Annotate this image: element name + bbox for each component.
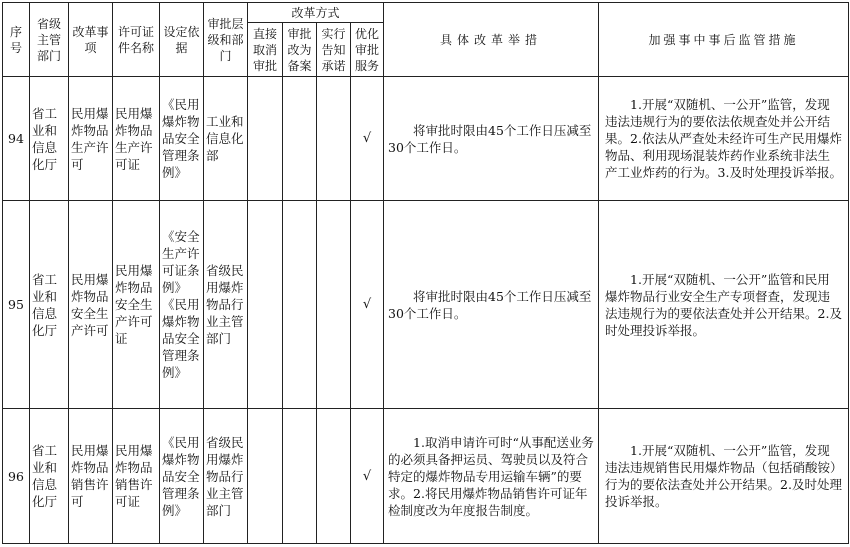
cell-dept: 省工业和信息化厅 [30,409,69,544]
header-mode-record: 审批改为备案 [283,23,317,77]
cell-mode-optimize: √ [351,409,384,544]
table-row [3,409,849,544]
header-dept: 省级主管部门 [30,3,69,77]
cell-measures [384,201,599,409]
cell-dept: 省工业和信息化厅 [30,77,69,201]
header-measures: 具体改革举措 [384,3,599,77]
cell-item: 民用爆炸物品销售许可 [69,409,113,544]
cell-item: 民用爆炸物品安全生产许可 [69,201,113,409]
supervision-text: 1.开展“双随机、一公开”监管和民用爆炸物品行业安全生产专项督查，发现违法违规行为的要依法查处并公开结果。2.及时处理投诉举报。 [605,271,842,338]
cell-supervision [599,201,849,409]
header-seq: 序号 [3,3,30,77]
header-license: 许可证件名称 [113,3,160,77]
cell-supervision [599,409,849,544]
cell-mode-optimize: √ [351,201,384,409]
cell-level: 省级民用爆炸物品行业主管部门 [204,409,248,544]
header-mode-cancel: 直接取消审批 [248,23,283,77]
table-row [3,77,849,201]
cell-level: 省级民用爆炸物品行业主管部门 [204,201,248,409]
cell-mode-cancel [248,409,283,544]
supervision-text: 1.开展“双随机、一公开”监管，发现违法违规销售民用爆炸物品（包括硝酸铵）行为的要依法查处并公开结果。2.及时处理投诉举报。 [605,443,842,509]
header-row-top [3,3,849,23]
cell-level: 工业和信息化部 [204,77,248,201]
cell-mode-optimize: √ [351,77,384,201]
header-reform-mode: 改革方式 [248,3,384,23]
cell-seq: 96 [3,409,30,544]
header-level: 审批层级和部门 [204,3,248,77]
reform-table [2,2,849,544]
header-supervision: 加强事中事后监管措施 [599,3,849,77]
measures-text: 将审批时限由45个工作日压减至30个工作日。 [388,288,592,321]
supervision-text: 1.开展“双随机、一公开”监管，发现违法违规行为的要依法依规查处并公开结果。2.依法从严查处未经许可生产民用爆炸物品、利用现场混装炸药作业系统非法生产工业炸药的行为。3.及时处理投诉举报。 [605,97,842,180]
cell-item: 民用爆炸物品生产许可 [69,77,113,201]
cell-measures [384,409,599,544]
cell-basis: 《安全生产许可证条例》《民用爆炸物品安全管理条例》 [160,201,204,409]
table-row [3,201,849,409]
header-basis: 设定依据 [160,3,204,77]
cell-basis: 《民用爆炸物品安全管理条例》 [160,409,204,544]
cell-mode-notify [317,77,351,201]
header-mode-optimize: 优化审批服务 [351,23,384,77]
cell-mode-record [283,77,317,201]
cell-license: 民用爆炸物品生产许可证 [113,77,160,201]
header-item: 改革事项 [69,3,113,77]
cell-seq: 95 [3,201,30,409]
cell-seq: 94 [3,77,30,201]
cell-license: 民用爆炸物品销售许可证 [113,409,160,544]
cell-dept: 省工业和信息化厅 [30,201,69,409]
header-mode-notify: 实行告知承诺 [317,23,351,77]
cell-basis: 《民用爆炸物品安全管理条例》 [160,77,204,201]
cell-mode-record [283,201,317,409]
cell-supervision [599,77,849,201]
cell-mode-record [283,409,317,544]
measures-text: 将审批时限由45个工作日压减至30个工作日。 [388,122,592,155]
cell-mode-cancel [248,77,283,201]
measures-text: 1.取消申请许可时“从事配送业务的必须具备押运员、驾驶员以及符合特定的爆炸物品专用运输车辆”的要求。2.将民用爆炸物品销售许可证年检制度改为年度报告制度。 [388,434,594,518]
cell-license: 民用爆炸物品安全生产许可证 [113,201,160,409]
cell-mode-cancel [248,201,283,409]
cell-measures [384,77,599,201]
cell-mode-notify [317,201,351,409]
cell-mode-notify [317,409,351,544]
